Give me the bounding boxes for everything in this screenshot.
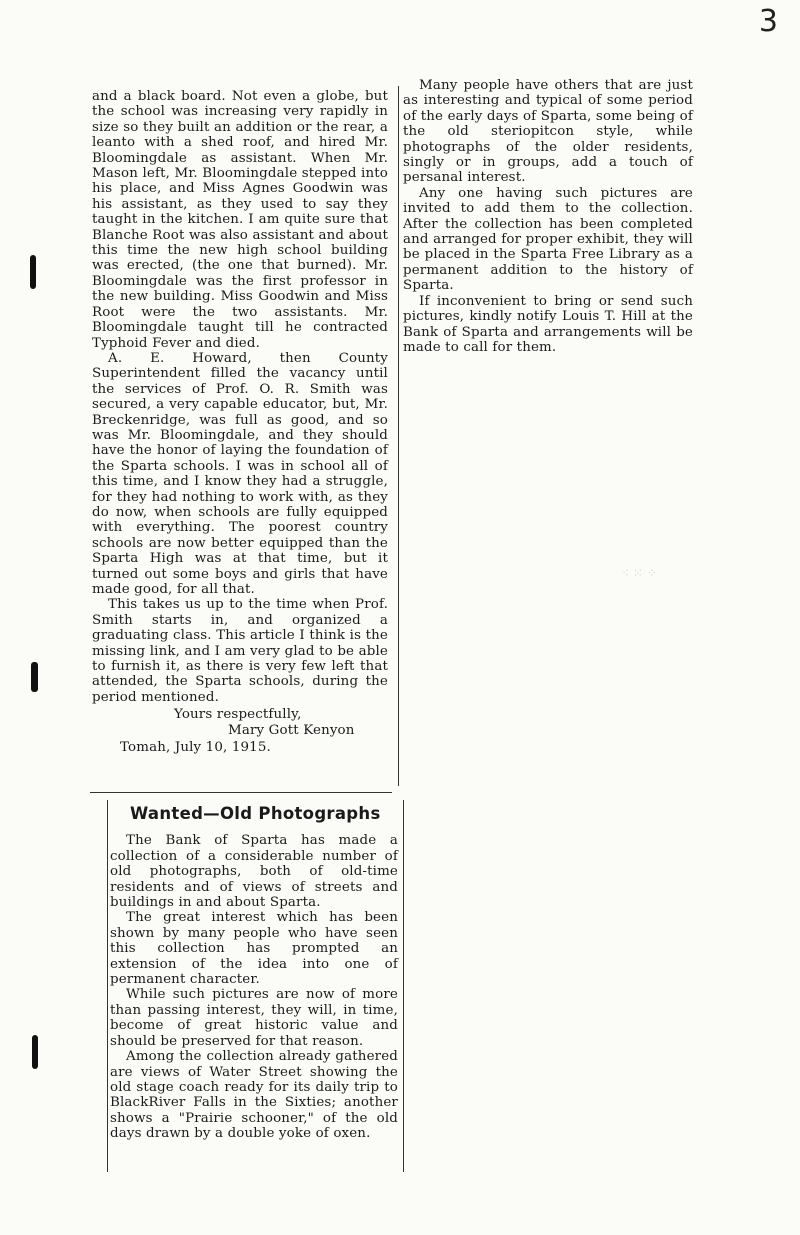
bleed-through-smudge: ⁖ ⁙ ⁘ — [622, 566, 657, 580]
article-paragraph: If inconvenient to bring or send such pictures, kindly notify Louis T. Hill at the Bank of Sparta and arrangements will be made to call for them. — [403, 293, 693, 355]
letter-paragraph: and a black board. Not even a globe, but the school was increasing very rapidly in size so they built an addition or the rear, a leanto with a shed roof, and hired Mr. Bloomingdale as assistant. When Mr. Mason left, Mr. Bloomingdale stepped into his place, and Miss Agnes Goodwin was his assistant, as they used to say they taught in the kitchen. I am quite sure that Blanche Root was also assistant and about this time the new high school building was erected, (the one that burned). Mr. Bloomingdale was the first professor in the new building. Miss Goodwin and Miss Root were the two assistants. Mr. Bloomingdale taught till he contracted Typhoid Fever and died. — [92, 89, 388, 351]
article-paragraph: The Bank of Sparta has made a collection of a considerable number of old photographs, both of old-time residents and of views of streets and buildings in and about Sparta. — [110, 833, 398, 911]
binding-mark-top — [30, 255, 36, 289]
article-continuation-column — [403, 78, 693, 355]
letter-place-date: Tomah, July 10, 1915. — [120, 740, 271, 756]
binding-mark-middle — [31, 662, 38, 692]
letter-signature-block — [92, 707, 388, 755]
page-number: 3 — [758, 4, 778, 39]
letter-closing: Yours respectfully, — [174, 707, 302, 723]
letter-bottom-rule — [90, 792, 392, 793]
column-divider — [398, 86, 399, 786]
article-headline: Wanted—Old Photographs — [130, 804, 381, 823]
letter-paragraph: A. E. Howard, then County Superintendent filled the vacancy until the services of Prof. O. R. Smith was secured, a very capable educator, but, Mr. Breckenridge, was full as good, and so was Mr. Bloomingdale, and they should have the honor of laying the foundation of the Sparta schools. I was in school all of this time, and I know they had a struggle, for they had nothing to work with, as they do now, when schools are fully equipped with everything. The poorest country schools are now better equipped than the Sparta High was at that time, but it turned out some boys and girls that have made good, for all that. — [92, 350, 388, 597]
article-paragraph: Many people have others that are just as interesting and typical of some period of the early days of Sparta, some being of the old steriopitcon style, while photographs of the older residents, singly or in groups, add a touch of persanal interest. — [403, 78, 693, 186]
article-paragraph: The great interest which has been shown by many people who have seen this collection has prompted an extension of the idea into one of permanent character. — [110, 910, 398, 988]
article-column — [110, 806, 398, 1142]
article-paragraph: Among the collection already gathered are views of Water Street showing the old stage coach ready for its daily trip to BlackRiver Falls in the Sixties; another shows a "Prairie schooner," of the old days drawn by a double yoke of oxen. — [110, 1049, 398, 1142]
article-paragraph: Any one having such pictures are invited to add them to the collection. After the collection has been completed and arranged for proper exhibit, they will be placed in the Sparta Free Library as a permanent addition to the history of Sparta. — [403, 185, 693, 294]
article-right-rule — [403, 800, 404, 1172]
article-left-rule — [107, 800, 108, 1172]
letter-paragraph: This takes us up to the time when Prof. Smith starts in, and organized a graduating class. This article I think is the missing link, and I am very glad to be able to furnish it, as there is very few left that attended, the Sparta schools, during the period mentioned. — [92, 597, 388, 705]
article-paragraph: While such pictures are now of more than passing interest, they will, in time, become of great historic value and should be preserved for that reason. — [110, 987, 398, 1049]
binding-mark-bottom — [32, 1035, 38, 1069]
letter-column — [92, 89, 388, 755]
letter-signer: Mary Gott Kenyon — [228, 722, 355, 738]
